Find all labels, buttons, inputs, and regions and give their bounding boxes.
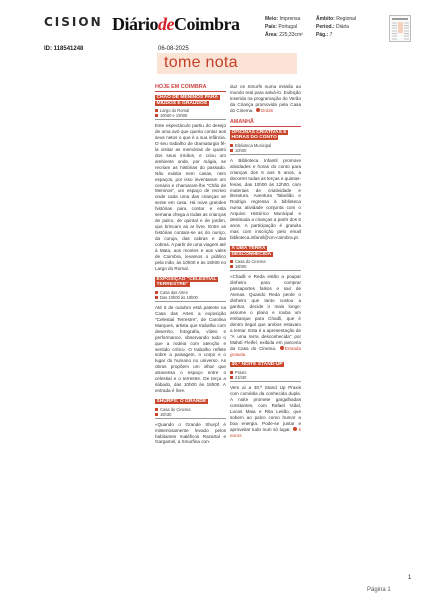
event-title: A UMA TERRA DESCONHECIDA: [231, 246, 272, 257]
clock-marker-icon: [230, 376, 233, 379]
divider: [155, 119, 226, 120]
event-place: Casa do Cinema: [230, 259, 301, 264]
event-title: SHURPS: O GRANDE: [156, 399, 207, 405]
event-body-continued: duz os Smurfs numa missão ao mundo real para salvá-lo. Exibição inserida na programação do Verão da Criança promovida pela Casa do Cinema. Grátis: [230, 84, 301, 113]
meta-row-page: Pág.: 7: [316, 32, 333, 38]
location-marker-icon: [155, 109, 158, 112]
cision-logo: CISION: [44, 15, 103, 29]
event-time: 10h00: [230, 148, 301, 153]
event-body: Até 5 de outubro está patente na Casa das Artes a exposição "Celestial Terrestre", de Carolina Marques, artista que trabalha com desenho, fotografia, vídeo e performance, observando tudo o que a rodeia com atenção e sentido crítico. O trabalho reflete sobre a paisagem, o corpo e o lugar do humano no universo. As obras propõem um olhar que atravessa o espaço entre o celestial e o terrestre. De terça a sábado, das 10h00 às 18h00. A entrada é livre.: [155, 304, 226, 394]
page-number: 1: [408, 575, 412, 581]
price-marker-icon: [280, 346, 284, 350]
event-place: Biblioteca Municipal: [230, 143, 301, 148]
masthead-prefix: Diário: [112, 14, 158, 34]
clipping-id: ID: 118541248: [44, 46, 84, 52]
divider: [155, 301, 226, 302]
meta-row-media: Meio: Imprensa: [265, 16, 301, 22]
event-title: CHÃO DE MENINOS PARA MIÚDOS E GRAÚDOS: [156, 95, 219, 106]
location-marker-icon: [230, 371, 233, 374]
location-marker-icon: [230, 260, 233, 263]
section-heading-today: HOJE EM COIMBRA: [155, 84, 226, 92]
event-time: 18h00: [230, 264, 301, 269]
thumbnail-column: [404, 22, 409, 40]
masthead-mid: de: [158, 14, 174, 34]
meta-row-scope: Âmbito: Regional: [316, 16, 357, 22]
clock-marker-icon: [230, 265, 233, 268]
clipping-date: 06-08-2025: [158, 46, 189, 52]
clock-marker-icon: [155, 114, 158, 117]
event-time: 10h00 e 15h00: [155, 113, 226, 118]
event-body: Este espectáculo partiu do desejo de uma avó que queria contar aos seus netos o que é a sua infância. O seu trabalho de dramaturgia fê-la visitar as memórias de quatro dos seus irmãos, e criou um ambiente onde, por mágia, se recriam as histórias do passado. Não existia nem casas, nem espaços, por isso inventaram um cenário e chamaram-lhe "Chão de Meninos", um espaço de recreio onde cada uma das crianças se sente em casa. Há nove grandes histórias para contar e esta semana chega a todas as crianças de palco, de quintal e de jardim, que brincam ao ar livre. Entre as histórias contam-se as do ouriço, da coruja, das cabras e das cobras. A partir de uma viagem até à Mata, aos montes e aos vales de Coimbra, levamos o público pela mão, às 10h00 e às 15h00 no Largo do Romal.: [155, 123, 226, 271]
page-thumbnail[interactable]: [389, 15, 411, 42]
clock-marker-icon: [155, 413, 158, 416]
section-heading-tomorrow: AMANHÃ: [230, 119, 301, 127]
event-place: Casa das Artes: [155, 290, 226, 295]
location-marker-icon: [155, 408, 158, 411]
article-column-2: [230, 84, 301, 439]
price-marker-icon: [256, 108, 260, 112]
thumbnail-column: [392, 22, 397, 40]
thumbnail-header-band: [392, 18, 408, 20]
divider: [230, 154, 301, 155]
location-marker-icon: [155, 291, 158, 294]
article-column-1: [155, 84, 226, 445]
clock-marker-icon: [155, 296, 158, 299]
masthead-suffix: Coimbra: [174, 14, 240, 34]
newspaper-masthead: [112, 14, 240, 35]
event-body: «Chadli e Reda estão a poupar dinheiro para comprar passaportes falsos e sair de Atenas. Quando Reda perde o dinheiro que tanto custou a ganhar, decide ir mais longe: assume o plano e rouba um embarque para Chadli, que é dentro ilegal que ambos estavam a tentar. Esta é a apresentação de "A uma terra desconhecida" por Mahdi Fleifel, exibida em parceria da Casa do Cinema. Entrada gratuita: [230, 274, 301, 357]
event-title: EXPOSIÇÃO "CELESTIAL TERRESTRE": [156, 276, 217, 288]
clock-marker-icon: [230, 149, 233, 152]
event-title: 30.ª NOITE STAND-UP: [231, 362, 283, 368]
event-place: Praxis: [230, 370, 301, 375]
price-marker-icon: [293, 427, 297, 431]
event-body: «Quando o Grande Shurpf é misteriosamente levado pelos habitantes maléficos Razartal e Gargamel, a Smurfina con-: [155, 421, 226, 445]
divider: [230, 381, 301, 382]
meta-row-area: Área: 225,33cm²: [265, 32, 303, 38]
clipping-meta-right: [316, 15, 356, 39]
section-banner-title: tome nota: [164, 54, 238, 71]
event-body: Vem aí a 30.ª Stand Up Praxis com comédia da conhecida dupla. A noite promete gargalhadas constantes, com Rafael Vidal, Lucas Maia e Rita Leitão, que sobem ao palco como humor a boa energia. Pode-se juntar e aproveitar tudo num só lugar. 5 euros: [230, 384, 301, 438]
event-time: 21h30: [230, 375, 301, 380]
section-banner: [157, 53, 297, 74]
divider: [155, 418, 226, 419]
clipping-meta-left: [265, 15, 303, 39]
event-title: OFICINAS CRIATIVAS E HORAS DO CONTO: [231, 129, 287, 141]
location-marker-icon: [230, 144, 233, 147]
meta-row-country: País: Portugal: [265, 24, 297, 30]
event-time: 16h30: [155, 412, 226, 417]
event-time: Das 10h00 às 18h00: [155, 295, 226, 300]
page-label: Página 1: [367, 587, 391, 593]
meta-row-period: Period.: Diária: [316, 24, 350, 30]
event-body: A Biblioteca Infantil promove atividades e horas do conto para crianças dos 6 aos 9 anos, a decorrer todas as terças e quintas-feiras, das 10h00 às 12h00, com materiais de criatividade e literatura. Aventura Tabelião e Rodrigo regressa à biblioteca numa atividade conjunta com o Arquivo Histórico Municipal e destinada a crianças a partir dos 6 anos. A participação é gratuita mas com inscrição pelo email biblioteca.infantil@cm-coimbra.pt.: [230, 157, 301, 241]
event-place: Largo do Romal: [155, 108, 226, 113]
thumbnail-highlight: [398, 22, 403, 33]
divider: [230, 270, 301, 271]
event-place: Casa do Cinema: [155, 407, 226, 412]
